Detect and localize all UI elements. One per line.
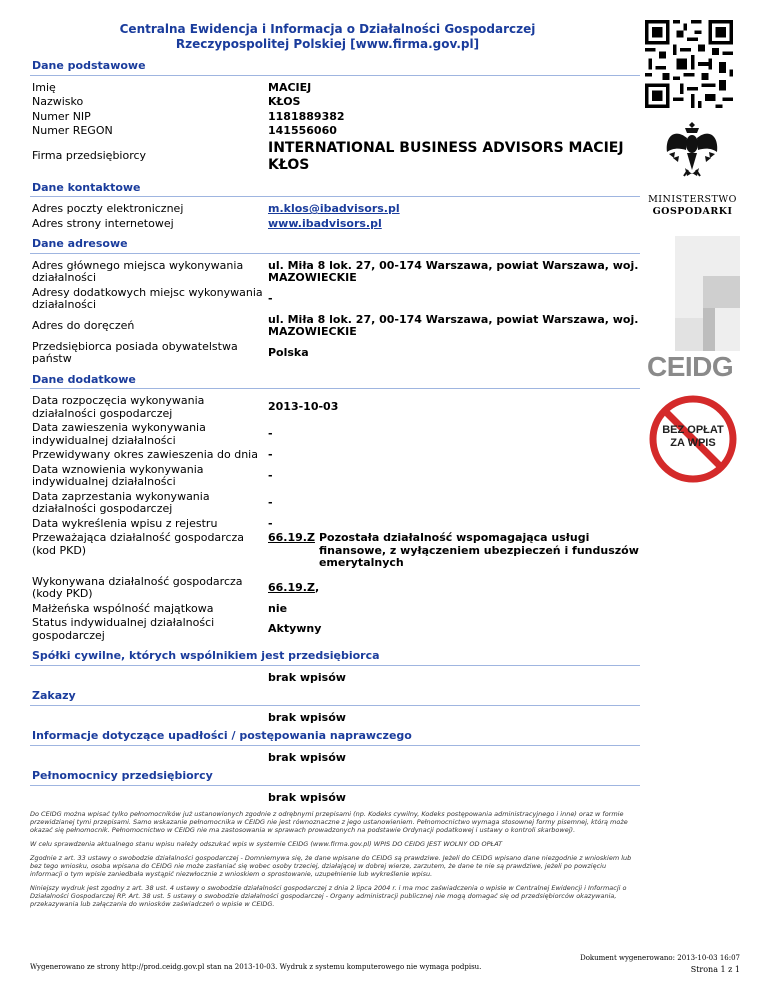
delivery-address-label: Adres do doręczeń [32, 318, 135, 332]
regon-value: 141556060 [268, 124, 337, 137]
qr-code-icon [645, 20, 733, 108]
ceidg-logo: CEIDG [647, 351, 734, 382]
row-cease-date [30, 491, 640, 516]
last-name-label: Nazwisko [32, 95, 84, 108]
footer-doc-info [580, 952, 740, 976]
cease-date-label: Data zaprzestania wykonywania działalności gospodarczej [32, 489, 210, 515]
section-proxies: Pełnomocnicy przedsiębiorcy [30, 768, 640, 786]
main-pkd-desc: Pozostała działalność wspomagająca usługi finansowe, z wyłączeniem ubezpieczeń i funduszów emerytalnych [318, 531, 639, 569]
row-nip [30, 111, 640, 124]
suspend-period-value: - [268, 448, 273, 461]
row-regon [30, 125, 640, 138]
free-entry-stamp [647, 393, 739, 485]
row-resume-date [30, 464, 640, 489]
regon-label: Numer REGON [32, 124, 113, 137]
row-additional-address [30, 287, 640, 312]
row-www [30, 218, 640, 231]
stamp-line1: BEZ OPŁAT [662, 424, 724, 436]
footer-page-number: Strona 1 z 1 [690, 965, 740, 974]
status-label: Status indywidualnej działalności gospodarczej [32, 616, 215, 642]
document-header [30, 22, 625, 52]
email-label: Adres poczty elektronicznej [32, 202, 184, 215]
marital-label: Małżeńska wspólność majątkowa [32, 601, 214, 615]
company-label: Firma przedsiębiorcy [32, 149, 147, 163]
row-main-pkd [30, 532, 640, 570]
last-name-value: KŁOS [268, 95, 301, 108]
row-start-date [30, 395, 640, 420]
fine-print-art33: Zgodnie z art. 33 ustawy o swobodzie działalności gospodarczej - Domniemywa się, że dane wpisane do CEIDG są prawdziwe. Jeżeli do CEIDG wpisano dane niezgodnie z wnioskiem lub bez tego wniosku, osoba wpisana do CEIDG nie może zasłaniać się wobec osoby trzeciej, działającej w dobrej wierze, zarzutem, że dane te nie są prawdziwe, jeżeli po powzięciu informacji o tym wpisie zaniedbała wystąpić niezwłocznie z wnioskiem o sprostowanie, uzupełnienie lub wykreślenie wpisu. [30, 854, 632, 878]
suspend-date-value: - [268, 427, 273, 441]
section-basic-data: Dane podstawowe [30, 58, 640, 76]
section-bans: Zakazy [30, 688, 640, 706]
section-bankruptcy: Informacje dotyczące upadłości / postępowania naprawczego [30, 728, 640, 746]
pkd-code-link[interactable]: 66.19.Z [268, 580, 315, 594]
company-value: INTERNATIONAL BUSINESS ADVISORS MACIEJ KŁOS [268, 139, 624, 173]
row-marital [30, 603, 640, 616]
pkd-codes-label: Wykonywana działalność gospodarcza (kody PKD) [32, 574, 243, 600]
ministry-line2: GOSPODARKI [652, 206, 733, 217]
row-status [30, 617, 640, 642]
cease-date-value: - [268, 495, 273, 509]
row-last-name [30, 96, 640, 109]
main-address-label: Adres głównego miejsca wykonywania działalności [32, 258, 244, 284]
ceidg-graphic-icon [645, 236, 740, 351]
main-address-value: ul. Miła 8 lok. 27, 00-174 Warszawa, powiat Warszawa, woj. MAZOWIECKIE [268, 258, 639, 284]
row-company [30, 140, 640, 174]
status-value: Aktywny [268, 622, 322, 636]
suspend-period-label: Przewidywany okres zawieszenia do dnia [32, 448, 258, 461]
delivery-address-value: ul. Miła 8 lok. 27, 00-174 Warszawa, powiat Warszawa, woj. MAZOWIECKIE [268, 312, 639, 338]
section-extra-data: Dane dodatkowe [30, 372, 640, 390]
fine-print-verify: W celu sprawdzenia aktualnego stanu wpisu należy odszukać wpis w systemie CEIDG (www.firma.gov.pl) WPIS DO CEIDG JEST WOLNY OD OPŁAT [30, 840, 503, 848]
bans-none: brak wpisów [268, 710, 346, 724]
suspend-date-label: Data zawieszenia wykonywania indywidualnej działalności [32, 421, 206, 447]
deletion-date-value: - [268, 516, 273, 530]
register-content [30, 58, 640, 914]
proxies-none: brak wpisów [268, 790, 346, 804]
footer-doc-date: Dokument wygenerowano: 2013-10-03 16:07 [580, 954, 740, 962]
first-name-label: Imię [32, 80, 56, 94]
nip-label: Numer NIP [32, 109, 91, 123]
row-deletion-date [30, 518, 640, 531]
first-name-value: MACIEJ [268, 80, 312, 94]
eagle-emblem-icon [645, 118, 740, 188]
section-contact-data: Dane kontaktowe [30, 180, 640, 198]
resume-date-value: - [268, 468, 273, 482]
row-email [30, 203, 640, 216]
main-pkd-code[interactable]: 66.19.Z [268, 531, 315, 544]
pkd-code-separator: , [314, 580, 320, 594]
ministry-logo [645, 194, 740, 218]
row-citizenship [30, 341, 640, 366]
main-pkd-label: Przeważająca działalność gospodarcza (kod PKD) [32, 531, 245, 557]
email-link[interactable]: m.klos@ibadvisors.pl [268, 202, 400, 215]
row-suspend-period [30, 449, 640, 462]
nip-value: 1181889382 [268, 109, 345, 123]
row-delivery-address [30, 314, 640, 339]
row-first-name [30, 82, 640, 95]
bankruptcy-none: brak wpisów [268, 750, 346, 764]
start-date-label: Data rozpoczęcia wykonywania działalności gospodarczej [32, 394, 205, 420]
section-address-data: Dane adresowe [30, 236, 640, 254]
citizenship-label: Przedsiębiorca posiada obywatelstwa państw [32, 339, 238, 365]
deletion-date-label: Data wykreślenia wpisu z rejestru [32, 516, 218, 530]
resume-date-label: Data wznowienia wykonywania indywidualnej działalności [32, 462, 204, 488]
row-main-address [30, 260, 640, 285]
marital-value: nie [268, 601, 288, 615]
section-partnerships: Spółki cywilne, których wspólnikiem jest przedsiębiorca [30, 648, 640, 666]
start-date-value: 2013-10-03 [268, 400, 339, 414]
fine-print-proxies: Do CEIDG można wpisać tylko pełnomocników już ustanowionych zgodnie z odrębnymi przepisami (np. Kodeks cywilny, Kodeks postępowania administracyjnego i inne) oraz w formie przewidzianej tymi przepisami. Samo wskazanie pełnomocnika w CEIDG nie jest równoznaczne z jego ustanowieniem. Pełnomocnictwo wymaga stosownej formy pisemnej, którą może okazać się pełnomocnik. Pełnomocnictwo w CEIDG nie ma zastosowania w sprawach prowadzonych na podstawie Ordynacji podatkowej i ustawy o kontroli skarbowej). [30, 810, 628, 834]
ministry-line1: MINISTERSTWO [648, 194, 737, 205]
additional-address-label: Adresy dodatkowych miejsc wykonywania działalności [32, 285, 263, 311]
row-pkd-codes [30, 576, 640, 601]
partnerships-none: brak wpisów [268, 670, 346, 684]
header-line1: Centralna Ewidencja i Informacja o Działalności Gospodarczej [119, 22, 536, 36]
citizenship-value: Polska [268, 345, 309, 359]
fine-print-art38: Niniejszy wydruk jest zgodny z art. 38 ust. 4 ustawy o swobodzie działalności gospodarczej z dnia 2 lipca 2004 r. i ma moc zaświadczenia o wpisie w Centralnej Ewidencji i Informacji o Działalności Gospodarczej RP. Art. 38 ust. 5 ustawy o swobodzie działalności gospodarczej - Organy administracji publicznej nie mogą domagać się od przedsiębiorców okazywania, przekazywania lub załączania do wniosków zaświadczeń o wpisie w CEIDG. [30, 884, 627, 908]
header-line2: Rzeczypospolitej Polskiej [www.firma.gov.pl] [175, 37, 480, 51]
www-label: Adres strony internetowej [32, 216, 174, 230]
stamp-line2: ZA WPIS [670, 437, 716, 449]
www-link[interactable]: www.ibadvisors.pl [268, 216, 382, 230]
additional-address-value: - [268, 291, 273, 305]
footer-generated-note: Wygenerowano ze strony http://prod.ceidg.gov.pl stan na 2013-10-03. Wydruk z systemu komputerowego nie wymaga podpisu. [30, 963, 482, 971]
row-suspend-date [30, 422, 640, 447]
sidebar-logos [645, 118, 740, 485]
